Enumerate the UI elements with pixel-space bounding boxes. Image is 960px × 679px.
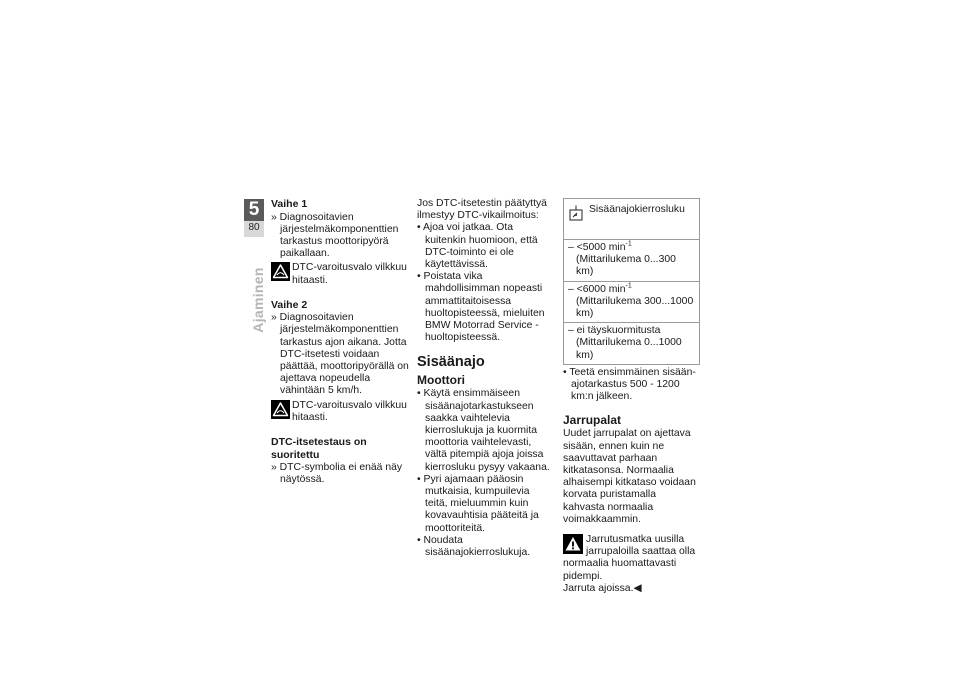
section-side-title: Ajaminen xyxy=(249,267,266,333)
row-limit: – <6000 min xyxy=(568,283,626,295)
done-text: » DTC-symbolia ei enää näy näytössä. xyxy=(271,462,403,486)
dtc-note-1 xyxy=(271,262,409,286)
brake-warning xyxy=(563,534,700,583)
column-2 xyxy=(417,198,553,559)
dtc-note-2 xyxy=(271,400,409,424)
list-item: • Poistata vika mahdollisimman nopeasti ammattitaitoisessa huoltopisteessä, mieluiten BMW Motorrad Service -huoltopisteessä. xyxy=(417,271,545,344)
step1-title: Vaihe 1 xyxy=(271,198,308,210)
break-in-title: Sisäänajo xyxy=(417,354,485,371)
column-3 xyxy=(563,198,700,595)
table-header xyxy=(564,199,699,240)
list-item: • Käytä ensimmäiseen sisäänajotarkastukseen saakka vaihtelevia kierroslukuja ja kuormita moottoria vaihtelevasti, vältä pitempiä ajoja joissa kierrosluku pysyy vakaana. xyxy=(417,388,550,473)
row-unit-exponent: -1 xyxy=(625,240,632,248)
row-range: (Mittarilukema 300...1000 km) xyxy=(576,295,694,320)
table-row xyxy=(564,282,699,324)
brake-end-sentence: Jarruta ajoissa. xyxy=(563,582,634,594)
list-item: • Noudata sisäänajokierroslukuja. xyxy=(417,534,531,559)
brake-pads-title: Jarrupalat xyxy=(563,413,622,428)
list-item: • Pyri ajamaan pääosin mutkaisia, kumpuilevia teitä, mieluummin kuin kovavauhtisia pääteitä ja moottoriteitä. xyxy=(417,473,539,534)
step2-title: Vaihe 2 xyxy=(271,298,308,311)
dtc-warning-icon xyxy=(271,262,290,281)
list-item: • Ajoa voi jatkaa. Ota kuitenkin huomioon, että DTC-toiminto ei ole käytettävissä. xyxy=(417,222,538,271)
table-header-text: Sisäänajokierrosluku xyxy=(589,204,685,215)
done-title: DTC-itsetestaus on suoritettu xyxy=(271,436,367,461)
break-in-speed-table xyxy=(563,198,700,365)
row-limit: – <5000 min xyxy=(568,242,626,253)
warning-icon xyxy=(563,534,583,554)
chapter-number: 5 xyxy=(244,199,264,221)
list-item: • Teetä ensimmäinen sisäänajotarkastus 500 - 1200 km:n jälkeen. xyxy=(563,366,696,403)
dtc-intro: Jos DTC-itsetestin päätyttyä ilmestyy DTC-vikailmoitus: xyxy=(417,198,547,222)
step2-text: » Diagnosoitavien järjestelmäkomponenttien tarkastus ajon aikana. Jotta DTC-itsetesti voidaan päättää, moottoripyörällä on ajettava nopeudella vähintään 5 km/h. xyxy=(271,312,409,397)
row-unit-exponent: -1 xyxy=(625,282,632,290)
column-1 xyxy=(271,198,409,486)
tachometer-icon xyxy=(569,205,583,221)
engine-subtitle: Moottori xyxy=(417,373,465,388)
dtc-note-1-text: DTC-varoitusvalo vilkkuu hitaasti. xyxy=(292,262,407,286)
page-number: 80 xyxy=(248,222,260,233)
brake-warning-text: Jarrutusmatka uusilla jarrupaloilla saattaa olla normaalia huomattavasti pidempi. xyxy=(563,534,696,582)
row-range: (Mittarilukema 0...300 km) xyxy=(576,254,676,278)
dtc-note-2-text: DTC-varoitusvalo vilkkuu hitaasti. xyxy=(292,399,407,423)
end-mark-icon: ◀ xyxy=(633,582,642,594)
step1-text: » Diagnosoitavien järjestelmäkomponenttien tarkastus moottoripyörä paikallaan. xyxy=(271,211,399,260)
table-row xyxy=(564,240,699,282)
brake-end-text xyxy=(563,583,700,595)
table-row: – ei täyskuormitusta (Mittarilukema 0...1000 km) xyxy=(568,325,682,361)
dtc-warning-icon xyxy=(271,400,290,419)
brake-pads-text: Uudet jarrupalat on ajettava sisään, ennen kuin ne saavuttavat parhaan kitkatasonsa. Normaalia alhaisempi kitkataso voidaan korvata puristamalla kahvasta normaalia voimakkaammin. xyxy=(563,428,696,525)
